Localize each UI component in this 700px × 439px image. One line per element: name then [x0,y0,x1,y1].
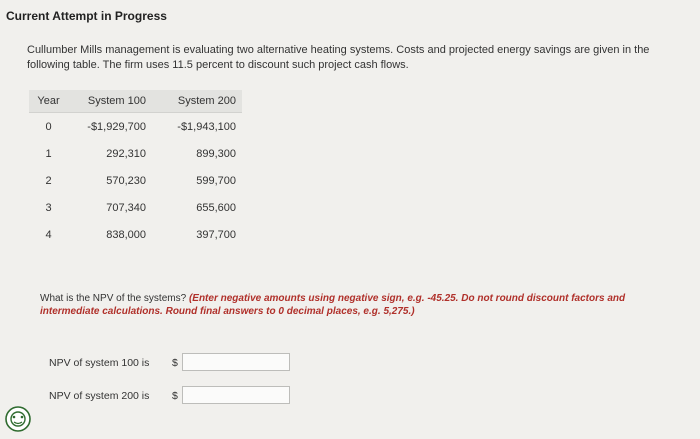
cell-system-200: 599,700 [196,174,236,187]
npv-system-200-input[interactable] [182,386,290,404]
table-row [29,140,242,167]
cell-system-200: 397,700 [196,228,236,241]
table-header-row [29,90,242,113]
npv-system-100-input[interactable] [182,353,290,371]
page-title: Current Attempt in Progress [6,9,167,23]
problem-intro: Cullumber Mills management is evaluating two alternative heating systems. Costs and projected energy savings are given in the following table. The firm uses 11.5 percent to discount such project cash flows. [27,44,650,71]
cell-system-100: 707,340 [106,201,146,214]
help-icon[interactable] [3,404,33,434]
cell-year: 0 [45,120,52,133]
header-year: Year [29,90,68,113]
question-instructions: (Enter negative amounts using negative sign, e.g. -45.25. Do not round discount factors and intermediate calculations. Round final answers to 0 decimal places, e.g. 5,275.) [40,293,626,317]
header-system-100: System 100 [68,90,152,113]
cash-flow-table [29,90,242,248]
npv-system-100-label: NPV of system 100 is [49,357,150,369]
cell-system-200: 655,600 [196,201,236,214]
header-system-200: System 200 [152,90,242,113]
question-block [40,292,660,318]
table-row [29,194,242,221]
cell-year: 3 [45,201,52,214]
table-row [29,221,242,248]
cell-system-100: 838,000 [106,228,146,241]
cell-system-100: -$1,929,700 [87,120,146,133]
cell-year: 2 [45,174,52,187]
currency-symbol: $ [172,357,178,369]
cell-system-200: 899,300 [196,147,236,160]
table-row [29,113,242,141]
cell-year: 1 [45,147,52,160]
cell-system-200: -$1,943,100 [177,120,236,133]
currency-symbol: $ [172,390,178,402]
cell-year: 4 [45,228,52,241]
cell-system-100: 292,310 [106,147,146,160]
cell-system-100: 570,230 [106,174,146,187]
table-row [29,167,242,194]
npv-system-200-label: NPV of system 200 is [49,390,150,402]
question-text: What is the NPV of the systems? [40,293,187,304]
